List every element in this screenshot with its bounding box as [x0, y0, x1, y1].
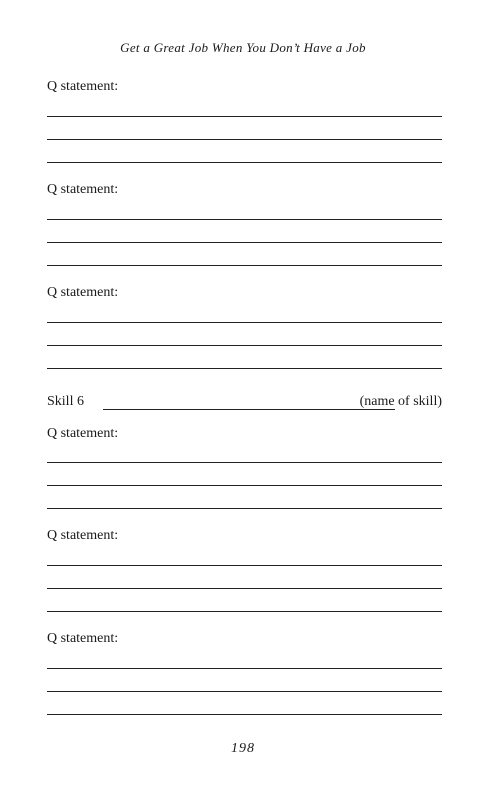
writing-line — [47, 242, 442, 243]
q-statement-label: Q statement: — [47, 631, 119, 646]
writing-line — [47, 714, 442, 715]
writing-line — [47, 368, 442, 369]
q-statement-label: Q statement: — [47, 426, 119, 441]
q-statement-label: Q statement: — [47, 79, 119, 94]
writing-line — [47, 322, 442, 323]
writing-line — [47, 139, 442, 140]
writing-line — [47, 588, 442, 589]
skill-heading — [47, 394, 442, 412]
q-statement-label: Q statement: — [47, 182, 119, 197]
writing-line — [47, 219, 442, 220]
writing-line — [47, 162, 442, 163]
writing-line — [47, 508, 442, 509]
writing-line — [47, 116, 442, 117]
writing-line — [47, 462, 442, 463]
page-number: 198 — [231, 741, 255, 756]
writing-line — [47, 611, 442, 612]
skill-note: (name of skill) — [359, 394, 442, 409]
writing-line — [47, 345, 442, 346]
writing-line — [47, 265, 442, 266]
q-statement-label: Q statement: — [47, 528, 119, 543]
running-head: Get a Great Job When You Don’t Have a Job — [120, 40, 366, 55]
writing-line — [47, 668, 442, 669]
q-statement-label: Q statement: — [47, 285, 119, 300]
skill-label: Skill 6 — [47, 394, 84, 409]
writing-line — [47, 691, 442, 692]
writing-line — [47, 485, 442, 486]
writing-line — [47, 565, 442, 566]
skill-name-blank — [103, 409, 395, 410]
